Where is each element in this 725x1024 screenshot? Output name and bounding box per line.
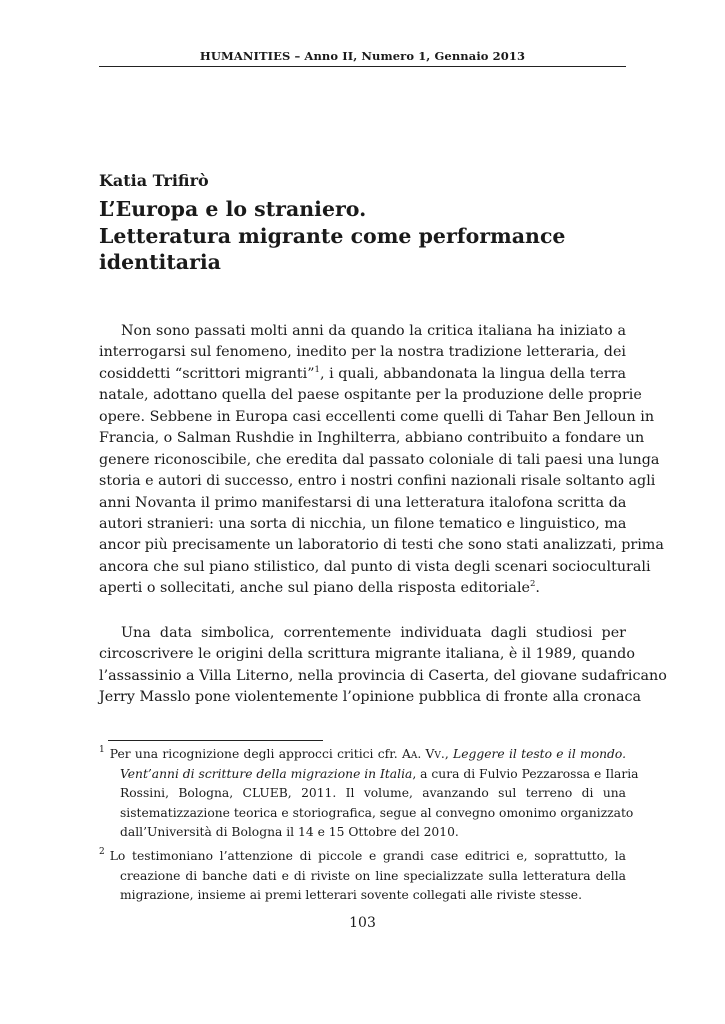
title-line: L’Europa e lo straniero. — [99, 197, 367, 221]
article-title — [99, 196, 626, 276]
footnote-number: 2 — [99, 847, 105, 857]
text-line: l’assassinio a Villa Literno, nella provincia di Caserta, del giovane sudafricano — [99, 667, 667, 684]
footnote-line — [99, 847, 626, 867]
text-fragment: , — [444, 747, 454, 761]
footnote-line: sistematizzazione teorica e storiografica, segue al convegno omonimo organizzato — [120, 805, 634, 820]
text-line — [99, 578, 626, 599]
text-line: Una data simbolica, correntemente individuata dagli studiosi per — [121, 625, 626, 641]
text-fragment: cosiddetti “scrittori migranti” — [99, 365, 315, 382]
text-line: ancor più precisamente un laboratorio di testi che sono stati analizzati, prima — [99, 537, 664, 554]
text-line: circoscrivere le origini della scrittura migrante italiana, è il 1989, quando — [99, 646, 635, 663]
text-line: Jerry Masslo pone violentemente l’opinione pubblica di fronte alla cronaca — [99, 689, 642, 706]
article-author: Katia Trifirò — [99, 171, 209, 190]
footnote-number: 1 — [99, 745, 105, 755]
footnote-line — [99, 765, 639, 785]
footnote-separator — [108, 740, 323, 741]
text-fragment: , i quali, abbandonata la lingua della terra — [319, 365, 626, 382]
text-fragment: Aa. Vv. — [401, 747, 445, 761]
text-line: genere riconoscibile, che eredita dal passato coloniale di tali paesi una lunga — [99, 451, 660, 468]
title-line: identitaria — [99, 250, 221, 274]
text-line: interrogarsi sul fenomeno, inedito per la nostra tradizione letteraria, dei — [99, 344, 626, 361]
footnote-line: creazione di banche dati e di riviste on line specializzate sulla letteratura della — [120, 868, 626, 883]
text-line: natale, adottano quella del paese ospitante per la produzione delle proprie — [99, 387, 642, 404]
text-line: opere. Sebbene in Europa casi eccellenti come quelli di Tahar Ben Jelloun in — [99, 408, 655, 425]
book-title: Vent’anni di scritture della migrazione in Italia — [120, 766, 413, 781]
footnote-ref-1[interactable]: 1 — [314, 364, 320, 375]
text-line: anni Novanta il primo manifestarsi di una letteratura italofona scritta da — [99, 494, 627, 511]
text-line: Francia, o Salman Rushdie in Inghilterra, abbiano contribuito a fondare un — [99, 430, 645, 447]
title-line: Letteratura migrante come performance — [99, 223, 566, 248]
page-number: 103 — [349, 915, 376, 931]
body-paragraph-2 — [99, 623, 667, 709]
footnote-line: Rossini, Bologna, CLUEB, 2011. Il volume, avanzando sul terreno di una — [120, 786, 626, 800]
book-title: Leggere il testo e il mondo. — [453, 747, 626, 761]
text-line: autori stranieri: una sorta di nicchia, un filone tematico e linguistico, ma — [99, 515, 627, 532]
text-fragment: Lo testimoniano l’attenzione di piccole e grandi case editrici e, soprattutto, la — [109, 849, 626, 863]
footnote-line — [99, 745, 626, 765]
running-header: HUMANITIES – Anno II, Numero 1, Gennaio 2013 — [199, 49, 526, 63]
text-fragment: , a cura di Fulvio Pezzarossa e Ilaria — [412, 766, 639, 781]
footnote-2 — [99, 847, 626, 906]
text-line: Non sono passati molti anni da quando la critica italiana ha iniziato a — [121, 323, 626, 339]
body-paragraph-1 — [99, 321, 664, 600]
footnote-ref-2[interactable]: 2 — [530, 579, 536, 590]
text-fragment: Per una ricognizione degli approcci critici cfr. — [109, 747, 402, 761]
footnote-line: dall’Università di Bologna il 14 e 15 Ottobre del 2010. — [120, 825, 459, 839]
footnote-1 — [99, 745, 639, 843]
text-line: ancora che sul piano stilistico, dal punto di vista degli scenari socioculturali — [99, 558, 651, 575]
text-fragment: . — [535, 580, 540, 597]
footnote-line: migrazione, insieme ai premi letterari sovente collegati alle riviste stesse. — [120, 888, 582, 902]
header-rule — [99, 66, 626, 67]
text-fragment: aperti o sollecitati, anche sul piano della risposta editoriale — [99, 580, 530, 597]
text-line — [99, 364, 626, 385]
text-line: storia e autori di successo, entro i nostri confini nazionali risale soltanto agli — [99, 473, 656, 490]
